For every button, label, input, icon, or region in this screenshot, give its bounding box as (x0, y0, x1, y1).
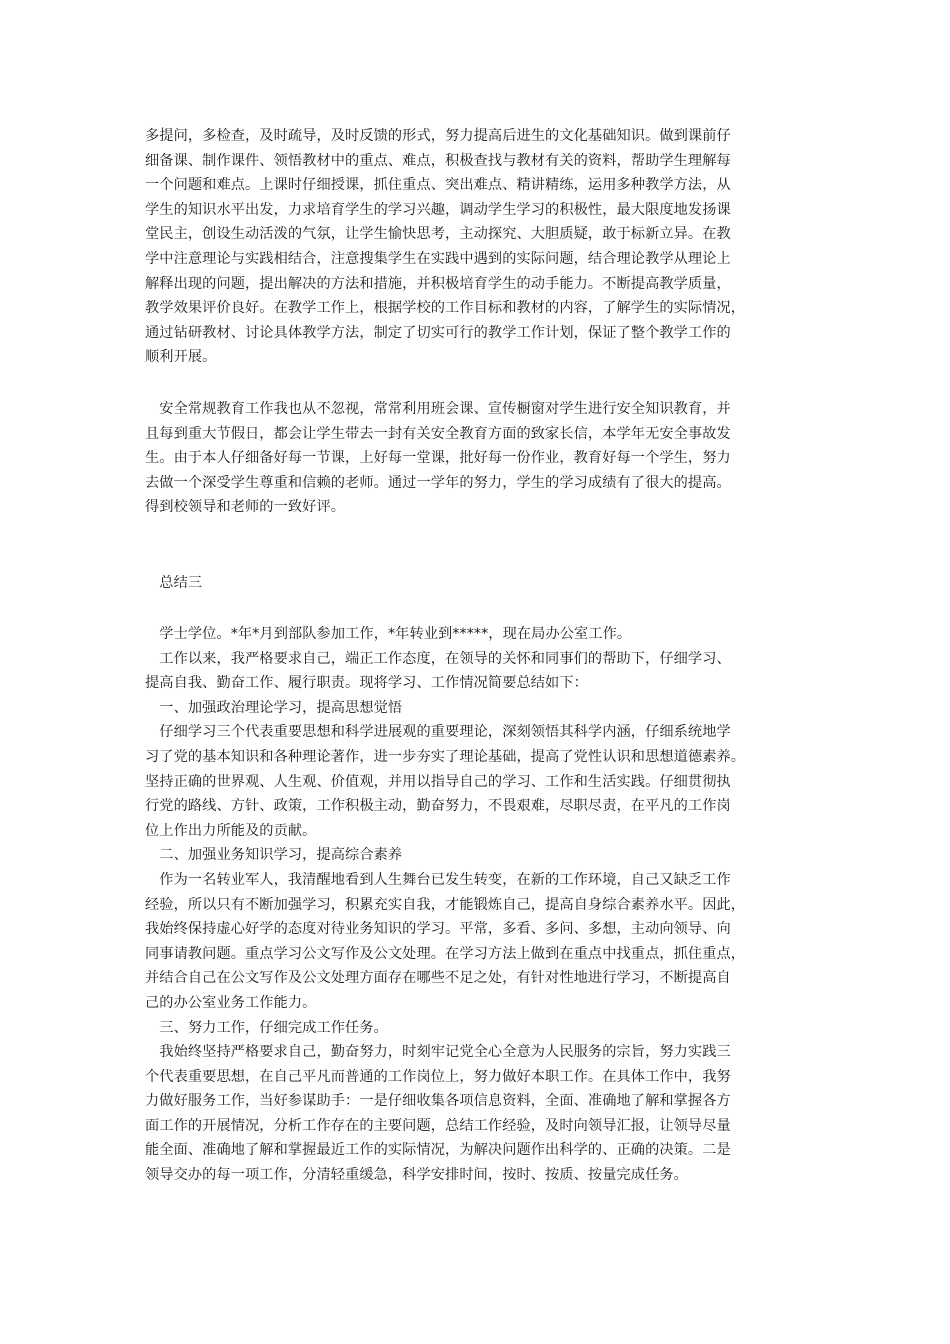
text-line: 我始终保持虚心好学的态度对待业务知识的学习。平常，多看、多问、多想，主动向领导、向 (145, 921, 731, 938)
text-line: 学中注意理论与实践相结合，注意搜集学生在实践中遇到的实际问题，结合理论教学从理论上 (145, 250, 731, 267)
text-line: 位上作出力所能及的贡献。 (145, 822, 317, 839)
text-line: 得到校领导和老师的一致好评。 (145, 499, 346, 516)
text-line: 工作以来，我严格要求自己，端正工作态度，在领导的关怀和同事们的帮助下，仔细学习、 (145, 650, 731, 667)
text-line: 力做好服务工作，当好参谋助手：一是仔细收集各项信息资料，全面、准确地了解和掌握各方 (145, 1093, 731, 1110)
text-line: 能全面、准确地了解和掌握最近工作的实际情况，为解决问题作出科学的、正确的决策。二是 (145, 1142, 731, 1159)
paragraph-1 (145, 124, 805, 370)
text-line: 通过钻研教材、讨论具体教学方法，制定了切实可行的教学工作计划，保证了整个教学工作的 (145, 324, 731, 341)
text-line: 并结合自己在公文写作及公文处理方面存在哪些不足之处，有针对性地进行学习，不断提高自 (145, 970, 731, 987)
subheading: 三、努力工作，仔细完成工作任务。 (145, 1019, 388, 1036)
text-line: 我始终坚持严格要求自己，勤奋努力，时刻牢记党全心全意为人民服务的宗旨，努力实践三 (145, 1044, 731, 1061)
text-line: 去做一个深受学生尊重和信赖的老师。通过一学年的努力，学生的学习成绩有了很大的提高。 (145, 474, 731, 491)
text-line: 提高自我、勤奋工作、履行职责。现将学习、工作情况简要总结如下： (145, 675, 588, 692)
text-line: 堂民主，创设生动活泼的气氛，让学生愉快思考，主动探究、大胆质疑，敢于标新立异。在教 (145, 226, 731, 243)
text-line: 同事请教问题。重点学习公文写作及公文处理。在学习方法上做到在重点中找重点，抓住重点， (145, 945, 746, 962)
text-line: 习了党的基本知识和各种理论著作，进一步夯实了理论基础，提高了党性认识和思想道德素养。 (145, 748, 746, 765)
section-title: 总结三 (145, 575, 203, 591)
subheading: 一、加强政治理论学习，提高思想觉悟 (145, 699, 403, 716)
text-line: 学士学位。*年*月到部队参加工作，*年转业到*****，现在局办公室工作。 (145, 626, 632, 642)
text-line: 解释出现的问题，提出解决的方法和措施，并积极培育学生的动手能力。不断提高教学质量， (145, 275, 731, 292)
text-line: 己的办公室业务工作能力。 (145, 994, 317, 1011)
text-line: 领导交办的每一项工作，分清轻重缓急，科学安排时间，按时、按质、按量完成任务。 (145, 1167, 688, 1184)
text-line: 细备课、制作课件、领悟教材中的重点、难点，积极查找与教材有关的资料，帮助学生理解每 (145, 152, 731, 169)
paragraph-2 (145, 397, 805, 520)
text-line: 生。由于本人仔细备好每一节课，上好每一堂课，批好每一份作业，教育好每一个学生，努力 (145, 450, 731, 467)
section-heading (145, 571, 805, 596)
text-line: 教学效果评价良好。在教学工作上，根据学校的工作目标和教材的内容，了解学生的实际情况， (145, 300, 746, 317)
text-line: 且每到重大节假日，都会让学生带去一封有关安全教育方面的致家长信，本学年无安全事故发 (145, 425, 731, 442)
text-line: 行党的路线、方针、政策，工作积极主动，勤奋努力，不畏艰难，尽职尽责，在平凡的工作岗 (145, 798, 731, 815)
text-line: 经验，所以只有不断加强学习，积累充实自我，才能锻炼自己，提高自身综合素养水平。因此， (145, 896, 746, 913)
subheading: 二、加强业务知识学习，提高综合素养 (145, 847, 403, 864)
text-line: 坚持正确的世界观、人生观、价值观，并用以指导自己的学习、工作和生活实践。仔细贯彻执 (145, 773, 731, 790)
text-line: 面工作的开展情况，分析工作存在的主要问题，总结工作经验，及时向领导汇报，让领导尽量 (145, 1117, 731, 1134)
text-line: 顺利开展。 (145, 349, 217, 366)
text-line: 学生的知识水平出发，力求培育学生的学习兴趣，调动学生学习的积极性，最大限度地发扬课 (145, 201, 731, 218)
text-line: 个代表重要思想，在自己平凡而普通的工作岗位上，努力做好本职工作。在具体工作中，我努 (145, 1068, 731, 1085)
text-line: 仔细学习三个代表重要思想和科学进展观的重要理论，深刻领悟其科学内涵，仔细系统地学 (145, 724, 731, 741)
text-line: 作为一名转业军人，我清醒地看到人生舞台已发生转变，在新的工作环境，自己又缺乏工作 (145, 871, 731, 888)
text-line: 多提问，多检查，及时疏导，及时反馈的形式，努力提高后进生的文化基础知识。做到课前仔 (145, 128, 731, 144)
section-body (145, 622, 805, 1188)
text-line: 安全常规教育工作我也从不忽视，常常利用班会课、宣传橱窗对学生进行安全知识教育，并 (145, 401, 731, 417)
text-line: 一个问题和难点。上课时仔细授课，抓住重点、突出难点、精讲精练，运用多种教学方法，从 (145, 177, 731, 194)
